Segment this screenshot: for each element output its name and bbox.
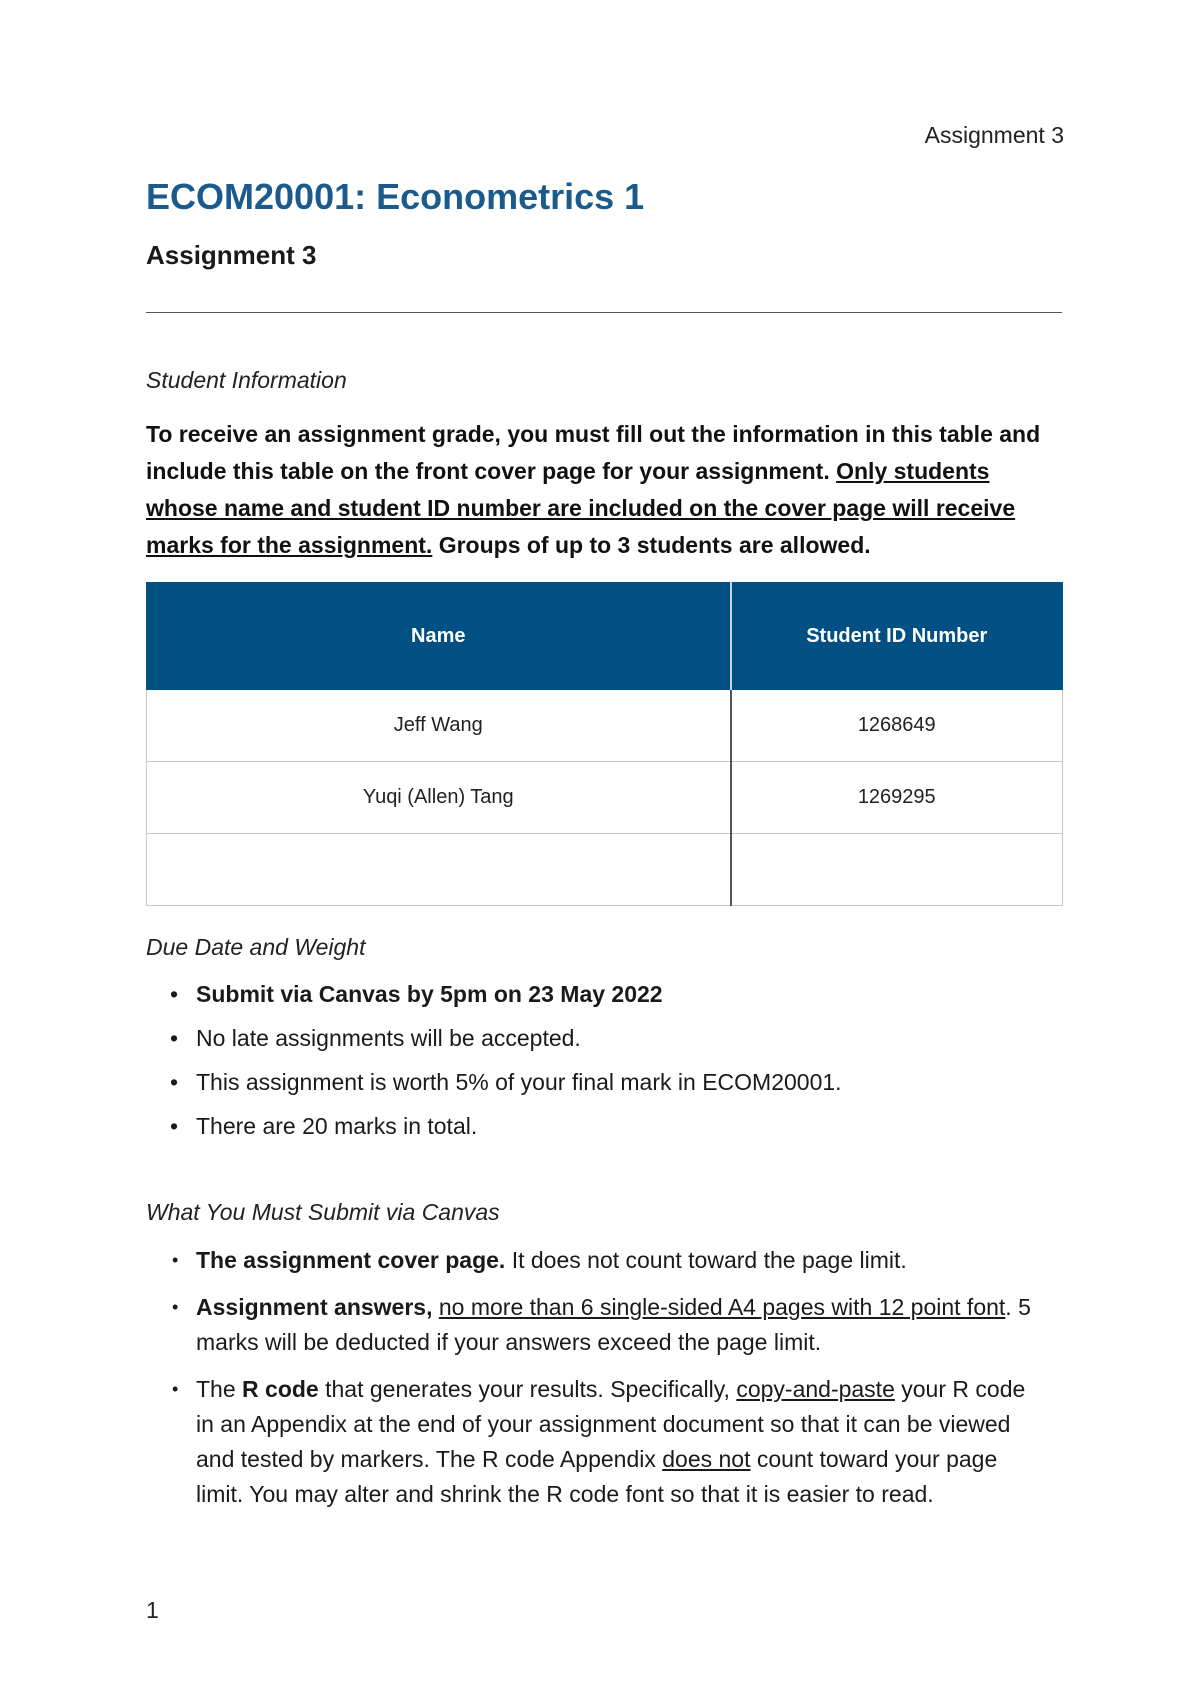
submission-list [146,1243,1046,1524]
list-item [146,1067,1046,1111]
submit-item-bold: The assignment cover page. [196,1247,506,1273]
bullet-icon: • [170,1025,179,1051]
due-item-text: Submit via Canvas by 5pm on 23 May 2022 [196,981,663,1007]
student-info-table [146,582,1063,906]
list-item [146,979,1046,1023]
instructions-group-text: Groups of up to 3 students are allowed. [432,532,871,558]
student-name-cell[interactable]: Jeff Wang [147,690,731,762]
student-name-cell[interactable] [147,834,731,906]
due-date-list [146,979,1046,1155]
list-item [146,1372,1046,1512]
submit-item-text: The [196,1376,243,1402]
student-id-cell[interactable]: 1268649 [731,690,1063,762]
list-item [146,1023,1046,1067]
student-id-cell[interactable]: 1269295 [731,762,1063,834]
page-number: 1 [146,1597,159,1623]
student-id-cell[interactable] [731,834,1063,906]
submit-item-underlined: copy-and-paste [736,1376,895,1402]
submit-item-text: It does not count toward the page limit. [505,1247,907,1273]
submit-item-bold: R code [242,1376,319,1402]
submission-heading: What You Must Submit via Canvas [146,1199,500,1225]
table-row [147,762,1063,834]
running-header: Assignment 3 [924,122,1064,148]
instructions-underlined-text: Only students whose name and student ID number are included on the cover page will receive marks for the assignment. [146,458,1016,558]
course-title: ECOM20001: Econometrics 1 [146,176,645,217]
student-information-heading: Student Information [146,367,347,393]
bullet-icon: • [170,981,179,1007]
due-item-text: There are 20 marks in total. [196,1113,478,1139]
table-row [147,690,1063,762]
submit-item-text: that generates your results. Specifically, [318,1376,737,1402]
table-header-row [147,583,1063,690]
submit-item-underlined: does not [662,1446,751,1472]
bullet-icon: • [172,1297,179,1317]
list-item [146,1290,1046,1360]
instructions-text: To receive an assignment grade, you must fill out the information in this table and include this table on the front cover page for your assignment. [146,421,1041,484]
list-item [146,1243,1046,1278]
table-row [147,834,1063,906]
horizontal-rule [146,312,1062,313]
list-item [146,1111,1046,1155]
assignment-subtitle: Assignment 3 [146,240,317,270]
submit-item-text: count toward your page limit. You may alter and shrink the R code font so that it is easier to read. [196,1446,998,1507]
column-header-name: Name [147,583,731,690]
bullet-icon: • [170,1069,179,1095]
submit-item-text: . 5 marks will be deducted if your answers exceed the page limit. [196,1294,1031,1355]
column-header-student-id: Student ID Number [731,583,1063,690]
student-name-cell[interactable]: Yuqi (Allen) Tang [147,762,731,834]
bullet-icon: • [170,1113,179,1139]
submit-item-underlined: no more than 6 single-sided A4 pages with 12 point font [438,1294,1006,1320]
due-item-text: No late assignments will be accepted. [196,1025,581,1051]
student-information-instructions [146,416,1066,564]
due-date-heading: Due Date and Weight [146,934,366,960]
bullet-icon: • [172,1379,179,1399]
submit-item-text: your R code in an Appendix at the end of your assignment document so that it can be viewed and tested by markers. The R code Appendix [196,1376,1026,1472]
due-item-text: This assignment is worth 5% of your final mark in ECOM20001. [196,1069,842,1095]
bullet-icon: • [172,1250,179,1270]
submit-item-bold: Assignment answers, [196,1294,433,1320]
